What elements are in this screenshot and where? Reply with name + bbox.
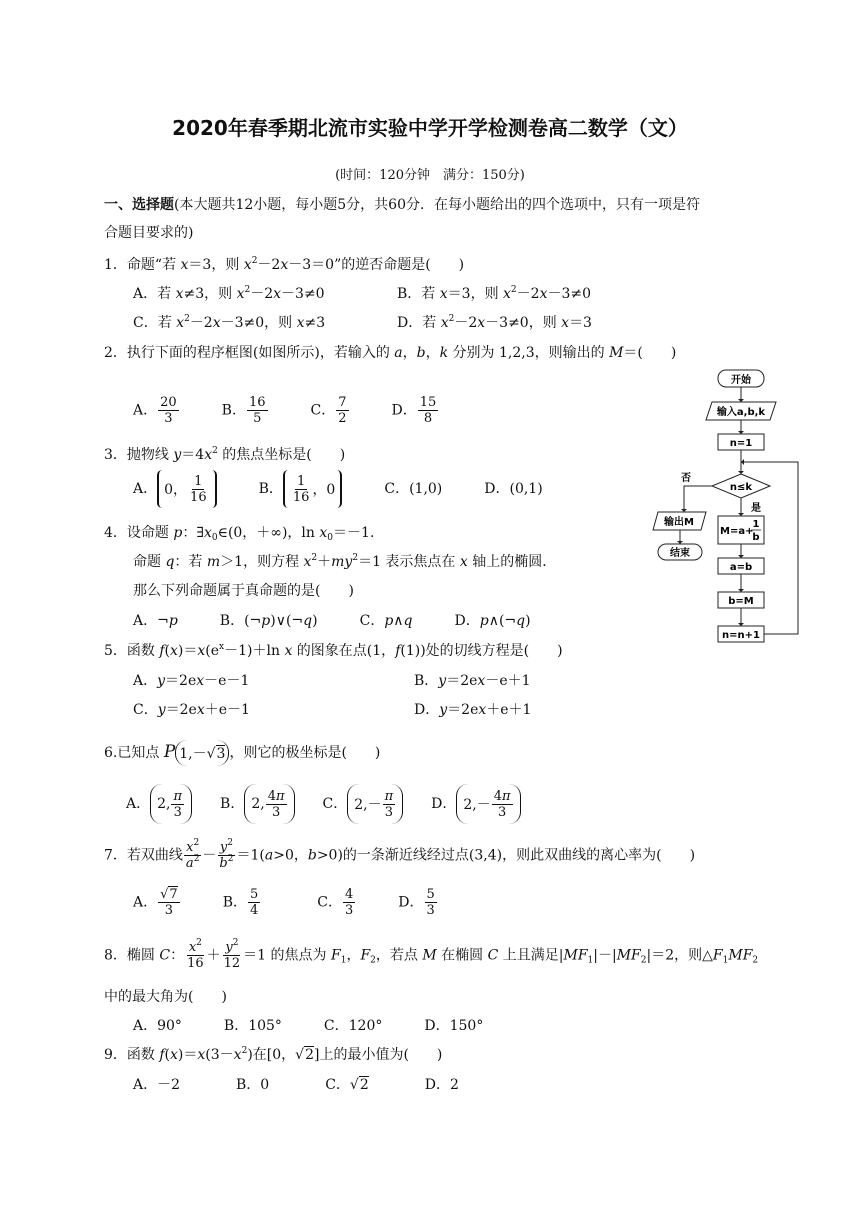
flow-step-b: b=M <box>728 596 754 607</box>
flow-step-a: a=b <box>729 562 753 573</box>
q4-prompt: 那么下列命题属于真命题的是( ) <box>133 583 354 599</box>
flow-step-n: n=n+1 <box>722 630 760 641</box>
flow-step-m-num: 1 <box>752 519 760 530</box>
q7-options: A． $\frac{√7}{3}$ B． $\frac{5}{4}$ C． $\frac{4}{3}$ D． $\frac{5}{3}$ <box>133 887 435 918</box>
question-7: 7．若双曲线 $\frac{x^2}{a^2}$ － $\frac{y^2}{b^2}$ ＝1(a>0，b>0)的一条渐近线经过点(3,4)，则此双曲线的离心率为( ) <box>104 838 696 871</box>
question-6: 6.已知点 P 1,－√ 3 ，则它的极坐标是( ) <box>104 740 380 766</box>
q1-option-b: B．若 x＝3，则 $x^2-2x-3\ne 0$ <box>397 285 592 302</box>
q6-options: A． 2, $\frac{\pi}{3}$ B． 2, $\frac{4\pi}{3}$ C． 2,－ $\frac{\pi}{3}$ D． 2,－ $\frac{4\pi}{3}$ <box>126 784 521 824</box>
flow-step-m-den: b <box>752 532 760 543</box>
section-description: (本大题共12小题，每小题5分，共60分．在每小题给出的四个选项中，只有一项是符 <box>174 197 700 213</box>
question-5: 5．函数 $f(x)=x(e^x-1)+\ln$ x 的图象在点(1，f(1))处的切线方程是( ) <box>104 642 563 659</box>
program-flowchart <box>648 364 808 649</box>
q5-option-a: A．y＝2ex－e－1 <box>133 673 250 689</box>
section-heading: 一、选择题 <box>104 197 174 213</box>
q1-option-d: D．若 $x^2-2x-3\ne 0$，则 x＝3 <box>397 314 592 331</box>
question-8: 8．椭圆 C： $\frac{x^2}{16}$ ＋ $\frac{y^2}{12}$ ＝1 的焦点为 $F_1$，$F_2$，若点 M 在椭圆 C 上且满足$|MF_1|-|MF_2|=2$，则$\triangle F_1MF_2$ <box>104 938 759 971</box>
question-8-cont: 中的最大角为( ) <box>104 989 227 1005</box>
flow-output: 输出M <box>664 517 694 528</box>
q5-option-d: D．y＝2ex＋e＋1 <box>414 702 532 718</box>
q3-options: A． 0， $\frac{1}{16}$ B． $\frac{1}{16}$ ，0 C．(1,0) D．(0,1) <box>133 470 543 508</box>
q1-option-a: A．若 x≠3，则 $x^2-2x-3\ne 0$ <box>133 285 325 302</box>
flow-init: n=1 <box>729 438 753 449</box>
flow-condition: n≤k <box>729 482 753 493</box>
section-header <box>104 194 700 214</box>
flow-step-m: M=a+ <box>720 526 754 537</box>
section-description-cont: 合题目要求的) <box>104 225 194 241</box>
question-9: 9．函数 $f(x)=x(3-x^2)$在[0，√2]上的最小值为( ) <box>104 1046 443 1063</box>
q2-options: A． $\frac{20}{3}$ B． $\frac{16}{5}$ C． $\frac{7}{2}$ D． $\frac{15}{8}$ <box>133 395 437 426</box>
q4-proposition-q: 命题 q：若 m＞1，则方程 $x^2+my^2=1$ 表示焦点在 x 轴上的椭圆． <box>133 553 557 570</box>
q9-options: A．－2 B．0 C．√2 D．2 <box>133 1077 459 1093</box>
q5-option-c: C．y＝2ex＋e－1 <box>133 702 250 718</box>
flow-no-label: 否 <box>681 473 691 484</box>
question-2: 2．执行下面的程序框图(如图所示)，若输入的 a，b，k 分别为 1,2,3，则输出的 M＝( ) <box>104 345 677 361</box>
q8-options: A．90° B．105° C．120° D．150° <box>133 1018 484 1034</box>
flow-start: 开始 <box>731 375 751 386</box>
q4-options: A．¬p B．(¬p)∨(¬q) C．p∧q D．p∧(¬q) <box>133 613 531 629</box>
q5-option-b: B．y＝2ex－e＋1 <box>414 673 531 689</box>
question-3: 3．抛物线 $y=4x^2$ 的焦点坐标是( ) <box>104 446 346 463</box>
flow-yes-label: 是 <box>751 503 761 514</box>
page-title: 2020年春季期北流市实验中学开学检测卷高二数学（文） <box>172 116 688 140</box>
question-4: 4．设命题 p：$\exists x_0\in(0$，＋∞)，$\ln x_0=-1$. <box>104 525 375 543</box>
flow-input: 输入a,b,k <box>716 407 766 418</box>
q1-option-c: C．若 $x^2-2x-3\ne 0$，则 x≠3 <box>133 314 326 331</box>
exam-info: (时间：120分钟 满分：150分) <box>335 168 525 183</box>
flow-end: 结束 <box>670 548 690 559</box>
question-1: 1．命题“若 x＝3，则 $x^2-2x-3=0$”的逆否命题是( ) <box>104 256 465 273</box>
